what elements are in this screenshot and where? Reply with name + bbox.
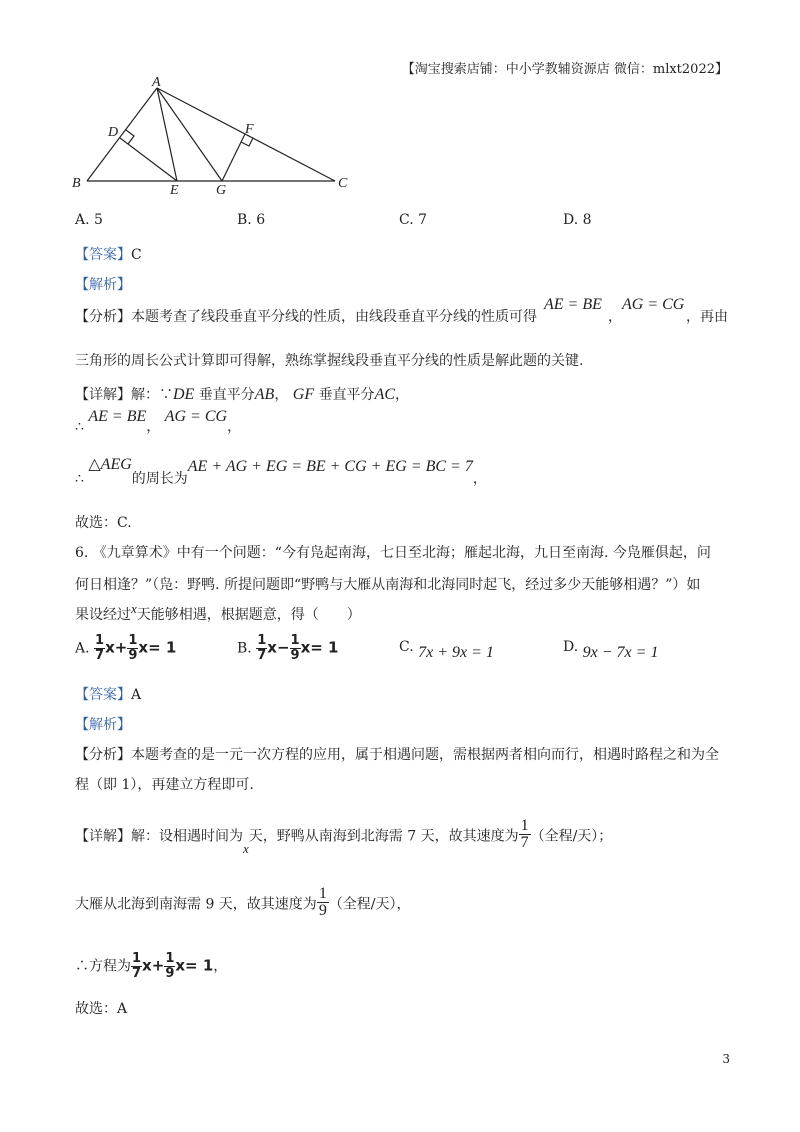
- q6-xiangjie-line2: [75, 885, 411, 921]
- q6-fenxi-line2: 程（即 1），再建立方程即可.: [75, 777, 254, 793]
- opt-label: B.: [237, 640, 252, 657]
- opt-c-eq: 7x + 9x = 1: [418, 644, 494, 661]
- answer-value: C: [131, 247, 142, 263]
- q6-line3: [75, 601, 361, 624]
- line3a: 果设经过: [75, 607, 131, 623]
- var-x: x: [243, 840, 249, 856]
- xj2a: 大雁从北海到南海需 9 天，故其速度为: [75, 896, 317, 913]
- xiangjie-tag: 【详解】: [75, 387, 131, 403]
- fraction-1-9: $\frac{1}{9}$: [165, 951, 175, 981]
- q6-option-c: [399, 639, 494, 662]
- fraction-1-7: $\frac{1}{7}$: [257, 633, 267, 663]
- line3b: 天能够相遇，根据题意，得（ ）: [136, 607, 361, 623]
- xiangjie-tag: 【详解】: [75, 828, 131, 845]
- answer-tag: 【答案】: [75, 247, 131, 263]
- fraction-1-7: $\frac{1}{7}$: [132, 951, 142, 981]
- q6-line2: 何日相逢？”（凫：野鸭. 所提问题即“野鸭与大雁从南海和北海同时起飞，经过多少天能够相遇？”）如: [75, 577, 701, 593]
- q6-option-d: [563, 639, 659, 662]
- label-f: F: [245, 122, 254, 137]
- q5-option-b: B. 6: [237, 212, 266, 228]
- therefore-symbol: ∴: [75, 419, 84, 435]
- q6-choose: 故选：A: [75, 1001, 128, 1017]
- side-ab: [87, 88, 157, 181]
- xj3b: ，: [213, 958, 228, 975]
- var-x: x: [131, 601, 137, 616]
- q5-fenxi-line2: 三角形的周长公式计算即可得解，熟练掌握线段垂直平分线的性质是解此题的关键.: [75, 353, 584, 369]
- perimeter-eq: AE + AG + EG = BE + CG + EG = BC = 7: [187, 458, 473, 475]
- segment-de: [120, 138, 177, 181]
- q5-fenxi-line1: [75, 306, 537, 326]
- fenxi-text: 本题考查了线段垂直平分线的性质，由线段垂直平分线的性质可得: [131, 309, 537, 325]
- xj3a: ∴方程为: [75, 958, 131, 975]
- q6-answer-line: [75, 684, 141, 704]
- fraction-1-9: $\frac{1}{9}$: [128, 633, 138, 663]
- eq-ag: AG = CG: [164, 408, 228, 425]
- label-d: D: [108, 125, 119, 140]
- segment-gf: [222, 134, 245, 181]
- xj-jie: 解：∵: [131, 387, 173, 403]
- opt-label: A.: [75, 640, 90, 657]
- q6-xiangjie-line3: ∴方程为 $\frac{1}{7}$ x+ $\frac{1}{9}$ x= 1，: [75, 951, 228, 981]
- analysis-tag: 【解析】: [75, 717, 131, 733]
- q6-option-b: B. $\frac{1}{7}$ x− $\frac{1}{9}$ x= 1: [237, 633, 339, 663]
- xj1b: 天，野鸭从南海到北海需 7 天，故其速度为: [248, 828, 519, 845]
- comma: ，: [608, 309, 622, 325]
- label-c: C: [338, 176, 348, 191]
- fraction-1-9: $\frac{1}{9}$: [318, 885, 327, 919]
- opt-d-eq: 9x − 7x = 1: [582, 644, 659, 661]
- q6-fenxi-line1: [75, 744, 719, 764]
- q5-option-c: C. 7: [399, 212, 428, 228]
- fenxi-eq2: AG = CG: [622, 296, 685, 313]
- analysis-tag: 【解析】: [75, 277, 131, 293]
- xj-ab: AB: [254, 386, 275, 403]
- fraction-1-9: $\frac{1}{9}$: [290, 633, 300, 663]
- q5-xiangjie-line3: ∴ △AEG的周长为AE + AG + EG = BE + CG + EG = BC = 7，: [75, 456, 487, 487]
- xj1c: （全程/天）；: [530, 828, 613, 845]
- label-a: A: [152, 76, 161, 90]
- q5-choose: 故选：C.: [75, 515, 132, 531]
- opt-label: D.: [563, 639, 579, 655]
- answer-value: A: [131, 687, 142, 703]
- page-header: 【淘宝搜索店铺：中小学教辅资源店 微信：mlxt2022】: [401, 62, 728, 77]
- triangle-aeg: △AEG: [88, 456, 132, 473]
- q6-option-a: A. $\frac{1}{7}$ x+ $\frac{1}{9}$ x= 1: [75, 633, 177, 663]
- q5-answer-line: [75, 244, 142, 264]
- q6-line1: 6. 《九章算术》中有一个问题：“今有凫起南海，七日至北海；雁起北海，九日至南海. 今凫雁俱起，问: [75, 545, 711, 561]
- fenxi-eq1: AE = BE: [544, 296, 602, 313]
- page-number: 3: [722, 1052, 730, 1066]
- q5-option-a: A. 5: [75, 212, 103, 228]
- fraction-1-7: $\frac{1}{7}$: [520, 817, 529, 851]
- q6-xiangjie-line1: [75, 817, 613, 856]
- fenxi-tag: 【分析】: [75, 747, 131, 763]
- xj2b: （全程/天），: [328, 896, 411, 913]
- fenxi-tail: ，再由: [686, 309, 728, 325]
- fraction-1-7: $\frac{1}{7}$: [95, 633, 105, 663]
- fenxi-tag: 【分析】: [75, 309, 131, 325]
- q5-option-d: D. 8: [563, 212, 592, 228]
- eq-ae: AE = BE: [88, 408, 147, 425]
- label-b: B: [72, 176, 81, 191]
- fenxi-line1-text: 本题考查的是一元一次方程的应用，属于相遇问题，需根据两者相向而行，相遇时路程之和为全: [131, 747, 719, 763]
- xj-ac: AC: [374, 386, 396, 403]
- label-g: G: [216, 183, 227, 196]
- triangle-figure: [70, 76, 360, 196]
- xj-c2: 垂直平分: [318, 387, 375, 403]
- right-angle-d: [126, 130, 134, 144]
- opt-label: C.: [399, 639, 414, 655]
- q5-xiangjie-line2: ∴ AE = BE， AG = CG，: [75, 408, 242, 435]
- xj-de: DE: [173, 386, 195, 403]
- xj-gf: GF: [292, 386, 315, 403]
- answer-tag: 【答案】: [75, 687, 131, 703]
- therefore-symbol: ∴: [75, 471, 84, 487]
- q5-xiangjie-line1: 【详解】解：∵DE 垂直平分AB， GF 垂直平分AC，: [75, 386, 410, 403]
- xj-c1: 垂直平分: [198, 387, 255, 403]
- tri-text: 的周长为: [131, 471, 188, 487]
- xj1a: 解：设相遇时间为: [131, 828, 243, 845]
- label-e: E: [170, 183, 179, 196]
